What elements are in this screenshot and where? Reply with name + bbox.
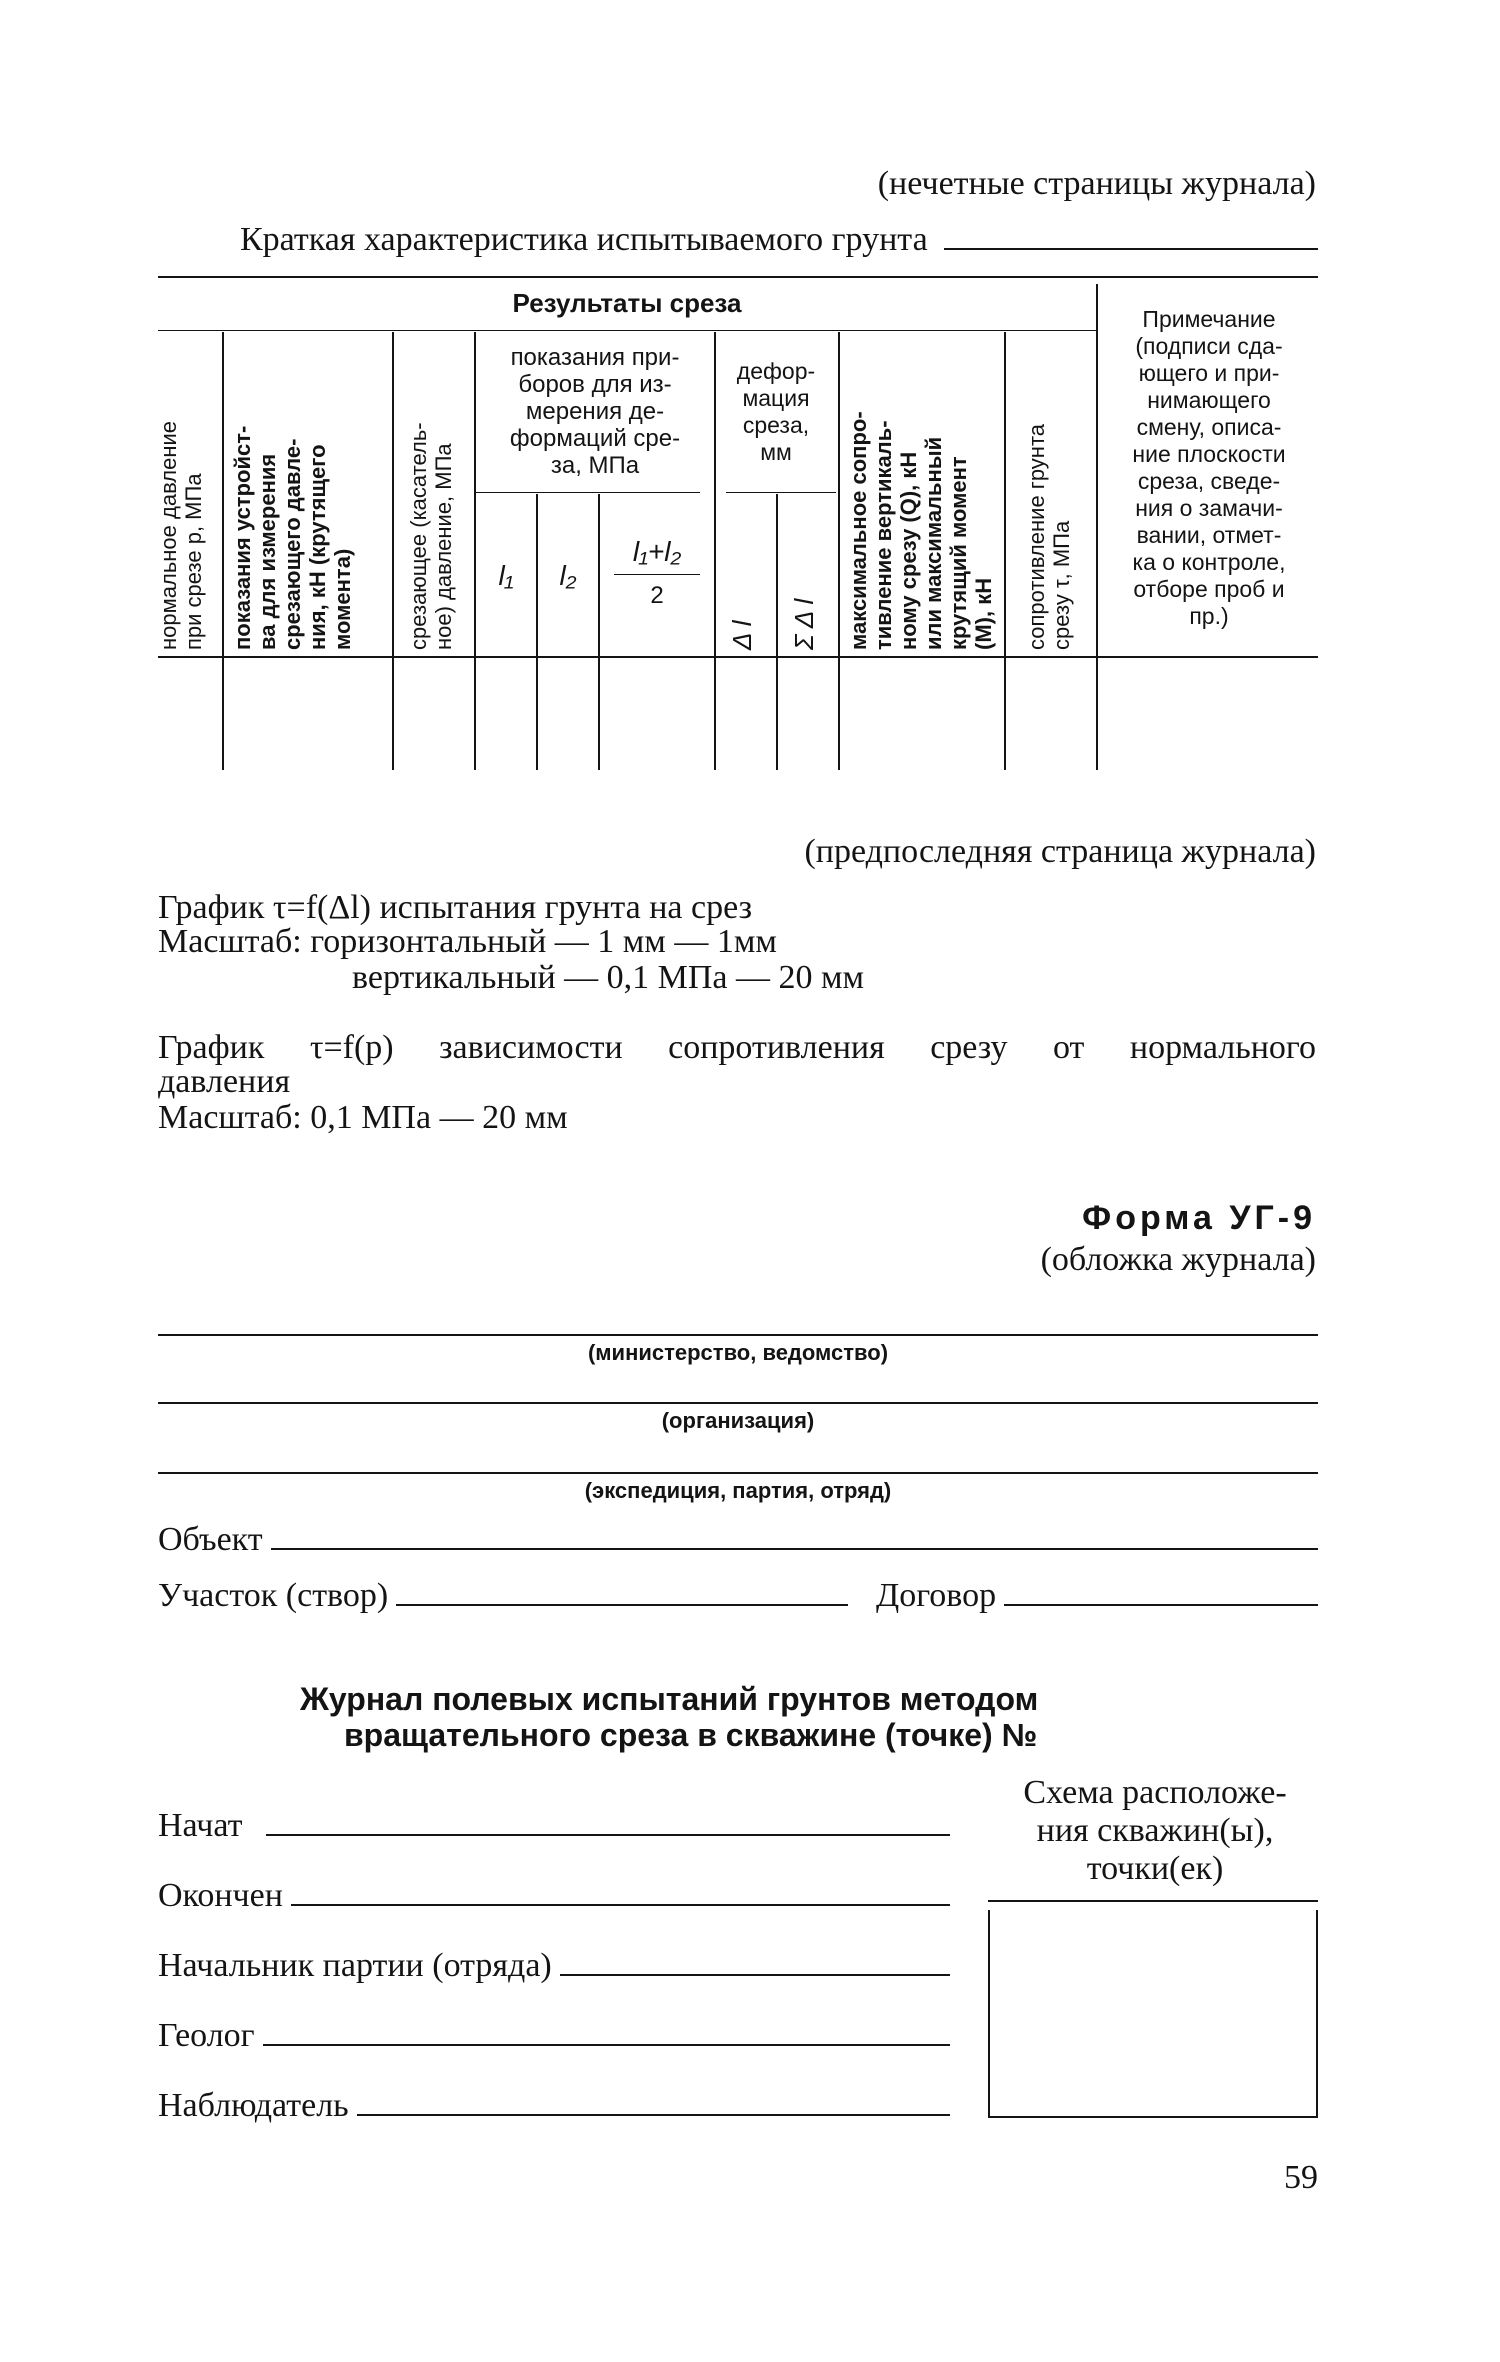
- soil-characteristic-row: [240, 220, 1318, 260]
- col-normal-pressure-head: нормальное давление при срезе p, МПа: [156, 420, 206, 650]
- object-field[interactable]: [271, 1547, 1318, 1550]
- geologist-field[interactable]: [263, 2043, 950, 2046]
- contract-row: [876, 1576, 1318, 1616]
- scheme-box[interactable]: [988, 1910, 1318, 2118]
- started-label: Начат: [158, 1807, 243, 1844]
- site-label: Участок (створ): [158, 1577, 389, 1614]
- col-divider-3: [474, 332, 476, 770]
- col-divider-dl: [776, 494, 778, 770]
- form-title: Форма УГ-9: [1082, 1199, 1316, 1237]
- col-divider-l1-l2: [536, 494, 538, 770]
- finished-label: Окончен: [158, 1877, 283, 1914]
- col-divider-2: [392, 332, 394, 770]
- page-number: 59: [1284, 2159, 1318, 2196]
- observer-label: Наблюдатель: [158, 2087, 349, 2124]
- sub-l2: l₂: [559, 560, 577, 591]
- sub-avg-numerator: l₁+l₂: [632, 536, 682, 567]
- group-header-rule: [158, 330, 1096, 331]
- soil-characteristic-line[interactable]: [944, 247, 1318, 250]
- started-row: [158, 1806, 950, 1846]
- graph1-scale-vertical: вертикальный — 0,1 МПа — 20 мм: [352, 959, 865, 996]
- contract-label: Договор: [876, 1577, 997, 1614]
- sub-avg-fraction-bar: [614, 574, 700, 575]
- chief-field[interactable]: [560, 1973, 950, 1976]
- object-label: Объект: [158, 1521, 263, 1558]
- col-divider-6: [1004, 332, 1006, 770]
- started-field[interactable]: [266, 1833, 950, 1836]
- chief-label: Начальник партии (отряда): [158, 1947, 552, 1984]
- site-row: [158, 1576, 848, 1616]
- col-note-head: Примечание (подписи сда- ющего и при- нимающего смену, описа- ние плоскости среза, сведе- ния о замачи- вании, отмет- ка о контроле, отборе проб и пр.): [1132, 306, 1286, 629]
- table-header-bottom-rule: [158, 656, 1318, 658]
- geologist-row: [158, 2016, 950, 2056]
- finished-row: [158, 1876, 950, 1916]
- observer-row: [158, 2086, 950, 2126]
- sub-l1: l₁: [498, 560, 514, 591]
- graph1-title: График τ=f(Δl) испытания грунта на срез: [158, 889, 753, 926]
- col-max-resistance-head: максимальное сопро- тивление вертикаль- ному срезу (Q), кН или максимальный крутящий момент (M), кН: [846, 411, 996, 650]
- col-divider-5: [838, 332, 840, 770]
- object-row: [158, 1520, 1318, 1560]
- sub-delta-l: Δ l: [727, 620, 757, 650]
- col-divider-note: [1096, 284, 1098, 770]
- organization-caption: (организация): [661, 1408, 815, 1433]
- geologist-label: Геолог: [158, 2017, 255, 2054]
- graph2-scale: Масштаб: 0,1 МПа — 20 мм: [158, 1099, 568, 1136]
- col-instruments-head: показания при- боров для из- мерения де- формаций сре- за, МПа: [509, 344, 681, 479]
- col-divider-1: [222, 332, 224, 770]
- organization-line[interactable]: [158, 1402, 1318, 1404]
- graph2-title-line1: График τ=f(p) зависимости сопротивления срезу от нормального: [158, 1029, 1316, 1066]
- ministry-line[interactable]: [158, 1334, 1318, 1336]
- penultimate-caption: (предпоследняя страница журнала): [804, 833, 1316, 870]
- observer-field[interactable]: [357, 2113, 950, 2116]
- col-deformation-head: дефор- мация среза, мм: [736, 358, 816, 465]
- finished-field[interactable]: [291, 1903, 950, 1906]
- journal-title-line2: вращательного среза в скважине (точке) №: [344, 1717, 1038, 1753]
- instruments-sub-rule: [476, 492, 700, 493]
- journal-title-line1: Журнал полевых испытаний грунтов методом: [300, 1681, 1039, 1717]
- graph2-title-line2: давления: [158, 1063, 291, 1100]
- site-field[interactable]: [396, 1603, 848, 1606]
- contract-field[interactable]: [1004, 1603, 1318, 1606]
- scheme-box-top: [988, 1900, 1318, 1902]
- odd-pages-caption: (нечетные страницы журнала): [877, 165, 1316, 202]
- ministry-caption: (министерство, ведомство): [587, 1340, 889, 1365]
- expedition-caption: (экспедиция, партия, отряд): [584, 1478, 892, 1503]
- sub-sum-delta-l: Σ Δ l: [789, 598, 819, 650]
- col-shear-pressure-head: срезающее (касатель- ное) давление, МПа: [406, 422, 456, 650]
- soil-characteristic-label: Краткая характеристика испытываемого грунта: [240, 221, 928, 258]
- scheme-caption: Схема расположе- ния скважин(ы), точки(ек): [1023, 1774, 1287, 1887]
- deform-sub-rule: [726, 492, 836, 493]
- expedition-line[interactable]: [158, 1472, 1318, 1474]
- chief-row: [158, 1946, 950, 1986]
- group-header-results: Результаты среза: [512, 288, 742, 318]
- form-subtitle: (обложка журнала): [1040, 1241, 1316, 1278]
- graph1-scale-horizontal: Масштаб: горизонтальный — 1 мм — 1мм: [158, 923, 777, 960]
- table-top-rule: [158, 276, 1318, 278]
- col-soil-resistance-head: сопротивление грунта срезу τ, МПа: [1024, 423, 1074, 650]
- col-device-readings-head: показания устройст- ва для измерения срезающего давле- ния, кН (крутящего момента): [230, 425, 355, 650]
- sub-avg-denominator: 2: [650, 582, 664, 609]
